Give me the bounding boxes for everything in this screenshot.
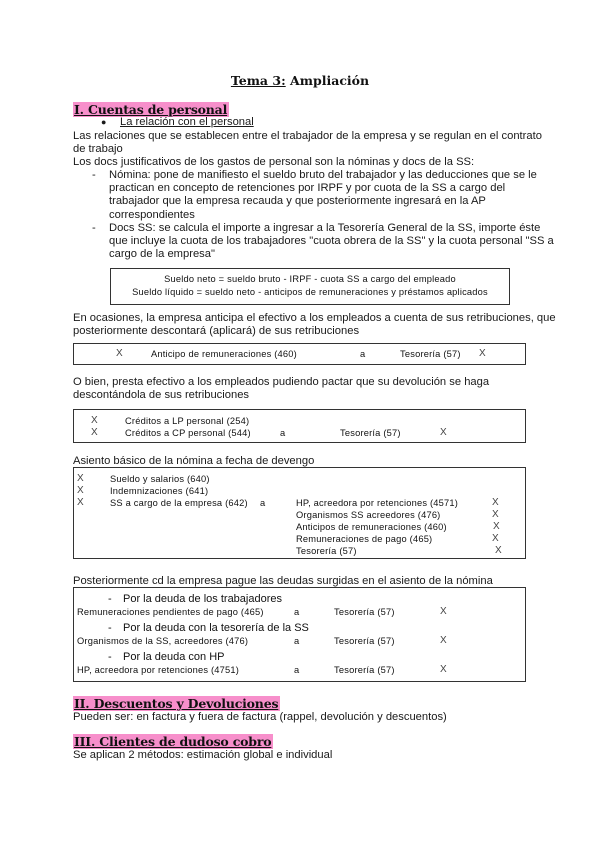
debit-account: Sueldo y salarios (640): [110, 474, 210, 484]
dash-item-nomina: [109, 169, 537, 222]
bullet-label: La relación con el personal: [120, 116, 254, 128]
paragraph-asiento-basico: Asiento básico de la nómina a fecha de devengo: [73, 455, 315, 467]
paragraph-relaciones-2: de trabajo: [73, 143, 123, 155]
credit-account: Anticipos de remuneraciones (460): [296, 522, 447, 532]
entry-a: a: [260, 498, 266, 508]
credit-amount: X: [440, 606, 447, 617]
debit-account: Organismos de la SS, acreedores (476): [77, 636, 249, 646]
paragraph-relaciones-1: Las relaciones que se establecen entre el trabajador de la empresa y se regulan en el contrato: [73, 130, 542, 142]
credit-account: Organismos SS acreedores (476): [296, 510, 441, 520]
debit-amount: X: [91, 427, 98, 438]
credit-amount: X: [492, 533, 499, 544]
formula-sueldo-liquido: Sueldo líquido = sueldo neto - anticipos de remuneraciones y préstamos aplicados: [132, 287, 488, 297]
dash-marker-icon: -: [108, 622, 112, 634]
debit-account: Anticipo de remuneraciones (460): [151, 349, 297, 359]
formula-box: [110, 268, 510, 305]
entry-a: a: [294, 636, 300, 646]
debit-account: Créditos a LP personal (254): [125, 416, 250, 426]
dash-marker-icon: -: [92, 169, 96, 181]
credit-account: HP, acreedora por retenciones (4571): [296, 498, 459, 508]
formula-sueldo-neto: Sueldo neto = sueldo bruto - IRPF - cuota SS a cargo del empleado: [164, 274, 456, 284]
journal-entry-pagos: [73, 587, 526, 682]
credit-amount: X: [440, 427, 447, 438]
bullet-item: [101, 116, 254, 129]
debit-account: HP, acreedora por retenciones (4751): [77, 665, 240, 675]
debit-account: SS a cargo de la empresa (642): [110, 498, 248, 508]
debit-account: Créditos a CP personal (544): [125, 428, 251, 438]
page-title: [0, 73, 600, 88]
credit-account: Tesorería (57): [340, 428, 401, 438]
entry-a: a: [294, 607, 300, 617]
credit-account: Tesorería (57): [400, 349, 461, 359]
entry-a: a: [294, 665, 300, 675]
debit-amount: X: [77, 473, 84, 484]
dash-line: Docs SS: se calcula el importe a ingresar a la Tesorería General de la SS, importe éste: [109, 222, 541, 234]
credit-account: Remuneraciones de pago (465): [296, 534, 433, 544]
dash-marker-icon: -: [108, 651, 112, 663]
entry-a: a: [280, 428, 286, 438]
debit-amount: X: [91, 415, 98, 426]
section-3-heading: III. Clientes de dudoso cobro: [74, 734, 272, 749]
section-2-heading: II. Descuentos y Devoluciones: [74, 696, 279, 711]
dash-line: practican en concepto de retenciones por IRPF y por cuota de la SS a cargo del: [109, 182, 506, 195]
section-1-heading: I. Cuentas de personal: [74, 102, 228, 117]
credit-account: Tesorería (57): [334, 636, 395, 646]
credit-amount: X: [493, 521, 500, 532]
credit-amount: X: [492, 497, 499, 508]
credit-account: Tesorería (57): [334, 607, 395, 617]
debit-amount: X: [116, 348, 123, 359]
credit-amount: X: [492, 509, 499, 520]
dash-line: correspondientes: [109, 208, 195, 221]
paragraph-posteriormente: Posteriormente cd la empresa pague las deudas surgidas en el asiento de la nómina: [73, 575, 493, 587]
credit-amount: X: [440, 664, 447, 675]
payment-label: Por la deuda con la tesorería de la SS: [123, 622, 309, 634]
title-topic: Tema 3:: [230, 73, 286, 88]
bullet-dot-icon: ●: [101, 117, 107, 127]
credit-amount: X: [479, 348, 486, 359]
paragraph-prestamo-1: O bien, presta efectivo a los empleados pudiendo pactar que su devolución se haga: [73, 376, 490, 388]
credit-account: Tesorería (57): [334, 665, 395, 675]
credit-account: Tesorería (57): [296, 546, 357, 556]
paragraph-prestamo-2: descontándola de sus retribuciones: [73, 389, 250, 401]
dash-item-docs-ss: [109, 222, 554, 262]
entry-a: a: [360, 349, 366, 359]
section-2-text: Pueden ser: en factura y fuera de factura (rappel, devolución y descuentos): [73, 711, 447, 723]
dash-marker-icon: -: [108, 593, 112, 605]
title-subject: Ampliación: [285, 73, 370, 88]
paragraph-docs: Los docs justificativos de los gastos de personal son la nóminas y docs de la SS:: [73, 156, 475, 168]
section-3-text: Se aplican 2 métodos: estimación global e individual: [73, 749, 333, 761]
journal-entry-nomina: [73, 467, 526, 559]
dash-line: Nómina: pone de manifiesto el sueldo bruto del trabajador y las deducciones que se le: [109, 169, 537, 181]
debit-amount: X: [77, 497, 84, 508]
journal-entry-anticipo: [73, 343, 526, 365]
debit-account: Remuneraciones pendientes de pago (465): [77, 607, 264, 617]
credit-amount: X: [440, 635, 447, 646]
dash-line: trabajador que la empresa recauda y que posteriormente ingresará en la AP: [109, 195, 486, 208]
paragraph-anticipo-1: En ocasiones, la empresa anticipa el efectivo a los empleados a cuenta de sus retribuciones, que: [73, 312, 556, 324]
payment-label: Por la deuda de los trabajadores: [123, 593, 282, 605]
debit-amount: X: [77, 485, 84, 496]
debit-account: Indemnizaciones (641): [110, 486, 209, 496]
dash-line: cargo de la empresa": [109, 248, 215, 261]
paragraph-anticipo-2: posteriormente descontará (aplicará) de sus retribuciones: [73, 325, 360, 337]
journal-entry-creditos: [73, 409, 526, 443]
dash-marker-icon: -: [92, 222, 96, 234]
credit-amount: X: [495, 545, 502, 556]
payment-label: Por la deuda con HP: [123, 651, 225, 663]
dash-line: que incluye la cuota de los trabajadores "cuota obrera de la SS" y la cuota personal "SS a: [109, 235, 554, 248]
